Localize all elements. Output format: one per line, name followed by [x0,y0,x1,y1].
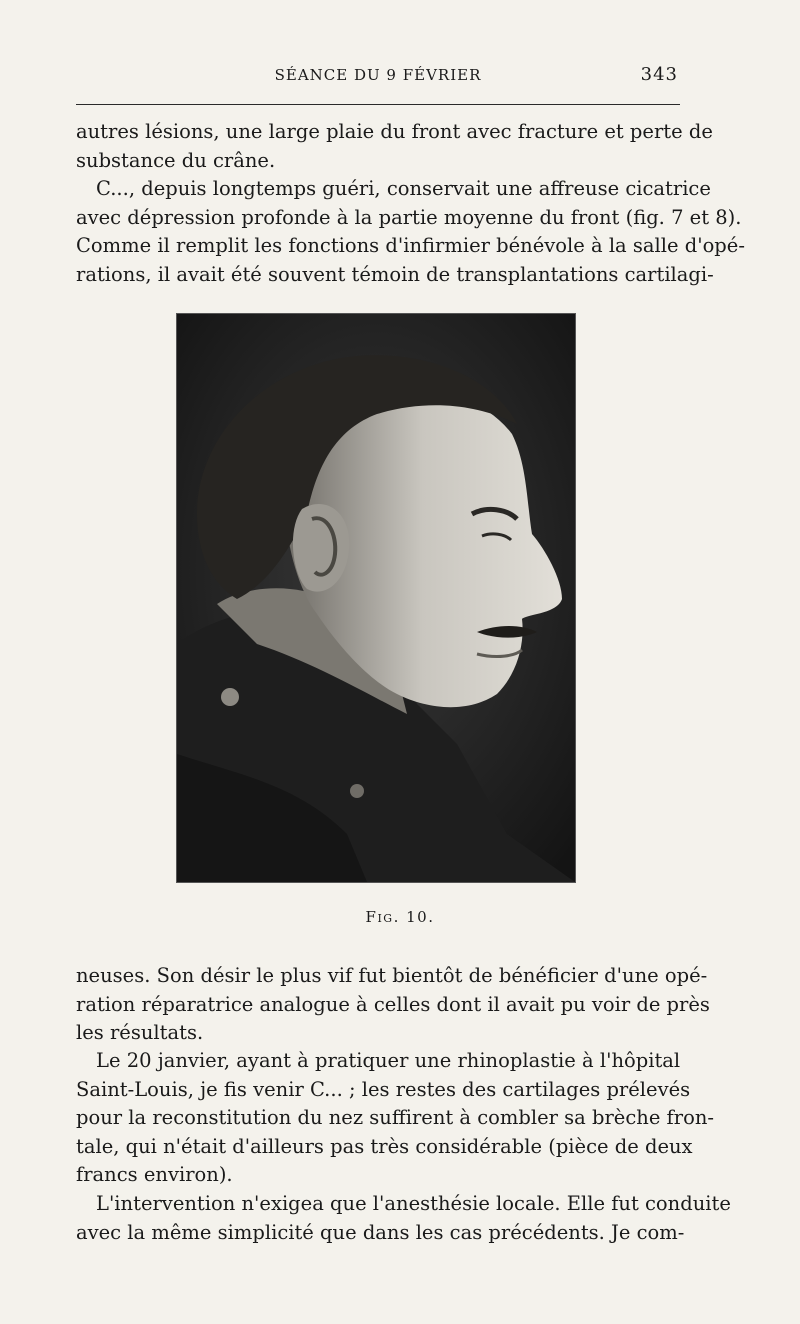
text-line: pour la reconstitution du nez suffirent à combler sa brèche fron- [76,1106,714,1129]
text-line: Le 20 janvier, ayant à pratiquer une rhinoplastie à l'hôpital [96,1049,681,1072]
page-number: 343 [640,64,678,85]
header-rule [76,104,680,105]
paragraph-5 [76,1190,731,1247]
text-line: tale, qui n'était d'ailleurs pas très considérable (pièce de deux [76,1134,693,1158]
text-line: francs environ). [76,1163,233,1186]
text-line: rations, il avait été souvent témoin de transplantations cartilagi- [76,262,714,286]
paragraph-1 [76,118,713,175]
text-line: avec dépression profonde à la partie moyenne du front (fig. 7 et 8). [76,205,742,229]
text-line: C..., depuis longtemps guéri, conservait une affreuse cicatrice [96,177,711,200]
portrait-photograph [176,313,576,883]
text-line: ration réparatrice analogue à celles dont il avait pu voir de près [76,992,710,1016]
header-title: SÉANCE DU 9 FÉVRIER [274,66,482,84]
text-line: neuses. Son désir le plus vif fut bientôt de bénéficier d'une opé- [76,964,708,987]
paragraph-3 [76,962,710,1048]
paragraph-2 [76,175,745,289]
text-line: avec la même simplicité que dans les cas précédents. Je com- [76,1220,685,1244]
text-line: Saint-Louis, je fis venir C... ; les restes des cartilages prélevés [76,1077,691,1101]
text-line: L'intervention n'exigea que l'anesthésie locale. Elle fut conduite [96,1192,731,1215]
text-line: Comme il remplit les fonctions d'infirmier bénévole à la salle d'opé- [76,234,745,257]
paragraph-4 [76,1047,714,1190]
text-line: substance du crâne. [76,148,276,172]
profile-portrait-image [177,314,575,882]
figure-caption: Fig. 10. [365,908,435,926]
text-line: les résultats. [76,1021,204,1044]
text-line: autres lésions, une large plaie du front avec fracture et perte de [76,120,713,143]
running-head [76,62,680,88]
